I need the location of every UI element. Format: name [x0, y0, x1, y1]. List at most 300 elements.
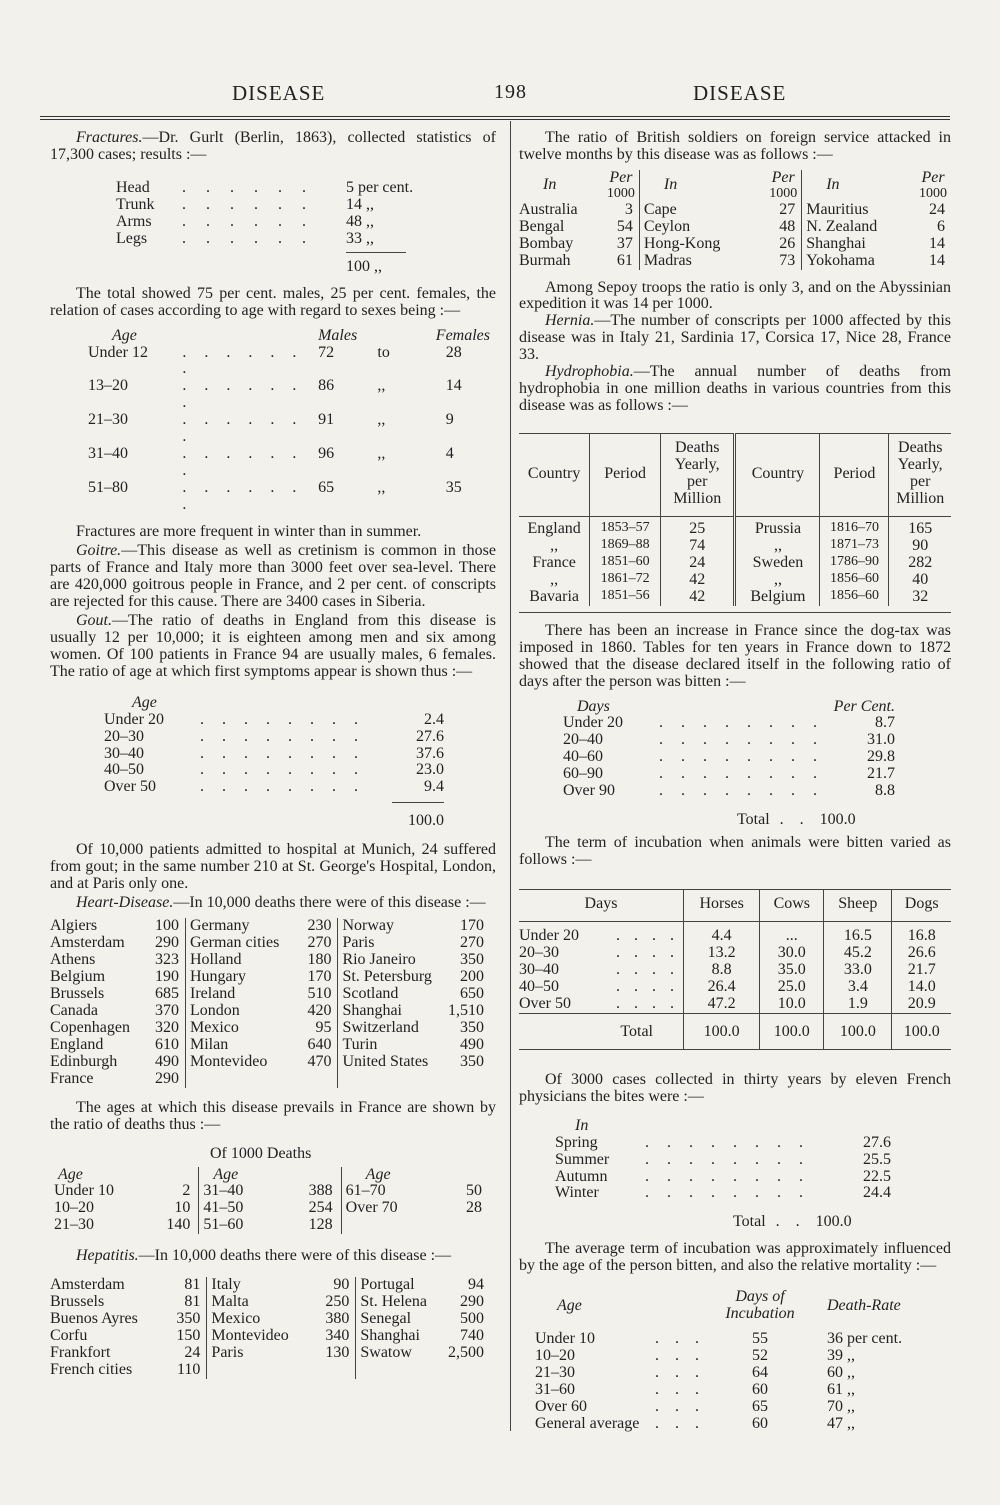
country-cell [186, 1037, 338, 1054]
table-row [50, 1183, 490, 1200]
country-name: Brussels [50, 984, 105, 1002]
soldiers-table [519, 170, 951, 270]
country-value: 190 [155, 967, 179, 985]
leader-dots: . . . . . . . . [645, 1150, 810, 1168]
death-rate: 60 ,, [827, 1364, 855, 1382]
total-value: 100.0 [824, 1013, 892, 1049]
country-cell [519, 219, 639, 236]
leader-dots: . . . . [616, 944, 679, 961]
incubation-value: 35.0 [760, 962, 824, 979]
in-header: In [663, 176, 678, 194]
country-value: 27 [779, 200, 796, 218]
country-value: 130 [325, 1344, 350, 1362]
table-row [50, 1200, 490, 1217]
country-value: 290 [155, 1069, 179, 1087]
table-row [519, 979, 951, 996]
leader-dots: . . . . . . . . [200, 744, 365, 762]
column-header: Cows [760, 890, 824, 922]
country-name: Edinburgh [50, 1052, 118, 1070]
country-cell [802, 253, 951, 270]
ratio-value: 2.4 [424, 710, 444, 728]
country-name: Mexico [211, 1310, 261, 1328]
country-cell [338, 969, 490, 986]
country-value: 510 [307, 984, 332, 1002]
country-value: 350 [460, 1052, 484, 1070]
country-cell [186, 1020, 338, 1037]
goitre-title: Goitre. [76, 542, 122, 560]
leader-dots: . . . . [616, 977, 679, 995]
table-row [555, 1135, 891, 1152]
leader-dots: . . . . . . . . [659, 731, 824, 749]
country-cell [639, 202, 801, 219]
age-cell [535, 1399, 705, 1416]
incubation-value: 20.9 [892, 996, 951, 1013]
country-cell [50, 969, 186, 986]
country-cell [50, 1020, 186, 1037]
country-cell [50, 1328, 207, 1345]
age-cell [535, 1365, 705, 1382]
country-name: ,, [735, 538, 820, 555]
percent-header: Per Cent. [833, 697, 895, 715]
days-cell [519, 962, 684, 979]
country-value: 270 [460, 934, 484, 952]
heart-table [50, 918, 490, 1088]
country-cell [356, 1362, 490, 1379]
per-1000: 1000 [606, 185, 635, 201]
females-value: 9 [445, 411, 454, 429]
incubation-value: 8.8 [684, 962, 760, 979]
males-value: 86 [318, 377, 335, 395]
country-cell [186, 952, 338, 969]
spacer [182, 328, 318, 345]
country-cell [207, 1294, 356, 1311]
leader-dots: . . . . . . . . [659, 765, 824, 783]
country-value: 640 [307, 1035, 332, 1053]
country-name: Yokohama [806, 251, 875, 269]
country-cell [338, 1020, 490, 1037]
age-range: 21–30 [54, 1216, 94, 1234]
age-range: 31–60 [535, 1381, 575, 1399]
country-name: ,, [550, 570, 559, 588]
country-name: Hungary [190, 967, 246, 985]
leader-dots: . . . [655, 1364, 705, 1382]
country-name: Senegal [360, 1310, 412, 1328]
left-column [50, 130, 496, 1379]
incubation-value: 45.2 [824, 945, 892, 962]
age-range: 13–20 [88, 377, 128, 395]
hydrophobia-text: Hydrophobia.—The annual number of deaths from hydrophobia in one million deaths in various countries from this disease was as follows :— [519, 363, 951, 415]
country-value: 94 [468, 1276, 484, 1294]
country-value: 54 [616, 217, 633, 235]
table-row [519, 945, 951, 962]
country-name: Portugal [360, 1276, 415, 1294]
deaths-value: 32 [889, 589, 951, 606]
males-value: 91 [318, 411, 335, 429]
country-cell [186, 1054, 338, 1071]
heart-age-table [50, 1167, 490, 1235]
country-value: 73 [779, 251, 796, 269]
country-cell [50, 1054, 186, 1071]
percent-value: 8.7 [875, 714, 895, 732]
column-header: Days [584, 895, 618, 913]
age-range: 21–30 [535, 1364, 575, 1382]
hydrophobia-text4: Of 3000 cases collected in thirty years by eleven French physicians the bites were :— [519, 1070, 951, 1105]
country-value: 48 [779, 217, 796, 235]
country-cell [356, 1277, 490, 1294]
age-cell [341, 1183, 490, 1200]
females-value: 4 [445, 445, 454, 463]
country-value: 150 [176, 1327, 201, 1345]
age-cell [341, 1200, 490, 1217]
country-name: Prussia [735, 517, 820, 538]
death-value: 128 [308, 1216, 333, 1234]
country-cell [50, 918, 186, 935]
table-row [50, 1345, 490, 1362]
country-value: 350 [460, 951, 484, 969]
table-row [104, 746, 444, 763]
country-value: 110 [177, 1361, 201, 1379]
country-name: German cities [190, 934, 280, 952]
days-cell [519, 945, 684, 962]
country-name: Germany [190, 917, 250, 935]
country-value: 500 [460, 1310, 484, 1328]
deaths-value: 165 [889, 517, 951, 538]
country-cell [50, 1311, 207, 1328]
separator: ,, [377, 445, 386, 463]
ratio-value: 23.0 [416, 761, 444, 779]
country-name: Malta [211, 1293, 249, 1311]
country-name: Montevideo [211, 1327, 289, 1345]
table-row [563, 766, 895, 783]
incubation-days: 52 [752, 1347, 768, 1365]
country-cell [50, 1294, 207, 1311]
age-range: Under 10 [54, 1182, 114, 1200]
country-cell [207, 1311, 356, 1328]
leader-dots: . . . . . . . . [645, 1184, 810, 1202]
death-value: 254 [308, 1199, 333, 1217]
table-row [563, 783, 895, 800]
age-range: 10–20 [535, 1347, 575, 1365]
country-value: 1,510 [448, 1001, 484, 1019]
country-value: 350 [176, 1310, 201, 1328]
age-incubation-table [535, 1289, 935, 1433]
country-value: 200 [460, 967, 484, 985]
hepatitis-text: Hepatitis.—In 10,000 deaths there were of this disease :— [76, 1247, 452, 1265]
period: 1856–60 [820, 589, 889, 606]
country-name: St. Helena [360, 1293, 428, 1311]
country-value: 470 [307, 1052, 332, 1070]
table-row [519, 517, 951, 538]
country-cell [50, 1362, 207, 1379]
age-range: 61–70 [345, 1182, 386, 1200]
hepatitis-title: Hepatitis. [76, 1247, 139, 1265]
gout-age-head: Age [132, 693, 157, 711]
gout-table [104, 712, 444, 797]
table-row [50, 1294, 490, 1311]
table-row [50, 345, 490, 379]
days-range: 40–60 [563, 748, 603, 766]
column-header: Country [735, 434, 820, 517]
country-value: 370 [155, 1001, 179, 1019]
country-value: 14 [929, 234, 945, 252]
leader-dots: . . . . . . . [182, 445, 304, 480]
death-rate: 47 ,, [827, 1414, 855, 1432]
country-cell [338, 935, 490, 952]
females-value: 35 [445, 479, 462, 497]
table-row [519, 589, 951, 606]
country-name: Belgium [50, 967, 106, 985]
table-row [555, 1169, 891, 1186]
incubation-value: 26.4 [684, 979, 760, 996]
fracture-value: 33 ,, [346, 229, 374, 247]
period: 1856–60 [820, 572, 889, 589]
table-row [104, 779, 444, 796]
table-row [50, 1311, 490, 1328]
death-value: 2 [182, 1182, 191, 1200]
age-range: 30–40 [104, 744, 144, 762]
table-row [563, 749, 895, 766]
table-header [50, 328, 490, 345]
days-cell [519, 979, 684, 996]
deaths-value: 40 [889, 572, 951, 589]
table-row [50, 480, 490, 514]
country-value: 230 [307, 917, 332, 935]
ratio-value: 27.6 [416, 727, 444, 745]
country-name: Swatow [360, 1344, 412, 1362]
age-range: 20–30 [104, 727, 144, 745]
leader-dots: . . . [655, 1414, 705, 1432]
country-name: Buenos Ayres [50, 1310, 138, 1328]
column-header: Deaths Yearly, per Million [889, 434, 951, 517]
incubation-days: 60 [752, 1414, 768, 1432]
deaths-value: 42 [660, 572, 735, 589]
table-row [519, 236, 951, 253]
death-value: 10 [174, 1199, 191, 1217]
age-cell [341, 1217, 490, 1234]
percent-value: 8.8 [875, 782, 895, 800]
country-name: Canada [50, 1001, 98, 1019]
country-cell [186, 1003, 338, 1020]
season-value: 24.4 [863, 1184, 891, 1202]
leader-dots: . . . . . . [182, 229, 314, 247]
country-cell [338, 952, 490, 969]
country-cell [519, 202, 639, 219]
country-cell [207, 1277, 356, 1294]
age-cell [535, 1416, 705, 1433]
country-name: Holland [190, 951, 242, 969]
table-row [116, 180, 413, 197]
spacer-row [519, 606, 951, 613]
column-divider [510, 121, 511, 1431]
country-name: Paris [342, 934, 375, 952]
incubation-value: 21.7 [892, 962, 951, 979]
age-header: Age [112, 326, 137, 344]
table-row [519, 202, 951, 219]
incubation-table [519, 889, 951, 1050]
days-header: Days [577, 697, 610, 715]
total-value: 100.0 [760, 1013, 824, 1049]
period: 1869–88 [590, 538, 661, 555]
ratio-value: 37.6 [416, 744, 444, 762]
country-name: Amsterdam [50, 934, 125, 952]
header-right: DISEASE [693, 81, 787, 105]
separator: ,, [377, 411, 386, 429]
table-row [519, 962, 951, 979]
age-range: Over 60 [535, 1398, 587, 1416]
days-cell [519, 996, 684, 1013]
country-name: St. Petersburg [342, 967, 432, 985]
per-label: Per [921, 168, 945, 186]
incubation-value: 4.4 [684, 922, 760, 945]
season-name: Autumn [555, 1167, 608, 1185]
column-header: Horses [684, 890, 760, 922]
country-cell [338, 986, 490, 1003]
per-label: Per [609, 168, 633, 186]
leader-dots: . . . . [616, 960, 679, 978]
country-cell [338, 1071, 490, 1088]
table-row [116, 231, 413, 248]
death-rate: 36 per cent. [827, 1330, 903, 1348]
age-cell [199, 1217, 341, 1234]
country-name: Copenhagen [50, 1018, 130, 1036]
country-name: ,, [735, 572, 820, 589]
leader-dots: . . . . . . . [182, 411, 304, 446]
table-row [50, 1217, 490, 1234]
total-label: Total [519, 1013, 684, 1049]
days-range: 60–90 [563, 765, 603, 783]
country-name: Brussels [50, 1293, 105, 1311]
table-row [535, 1323, 935, 1348]
hydrophobia-text2: There has been an increase in France since the dog-tax was imposed in 1860. Tables for ten years in France down to 1872 showed that the disease declared itself in the following ratio of days after the person was bitten :— [519, 621, 951, 690]
season-table [555, 1135, 891, 1203]
gout-text2: Of 10,000 patients admitted to hospital at Munich, 24 suffered from gout; in the same number 210 at St. George's Hospital, London, and at Paris only one. [50, 841, 496, 893]
leader-dots: . . . . . . . . [645, 1167, 810, 1185]
country-value: 24 [929, 200, 945, 218]
column-header: Dogs [892, 890, 951, 922]
per-label: Per [771, 168, 795, 186]
table-row [50, 1277, 490, 1294]
incubation-days: 60 [752, 1381, 768, 1399]
period: 1851–56 [590, 589, 661, 606]
age-header: Age [58, 1165, 83, 1183]
fracture-value: 14 ,, [346, 195, 374, 213]
per-1000: 1000 [919, 185, 947, 201]
heart-text2: The ages at which this disease prevails in France are shown by the ratio of deaths thus :— [50, 1098, 496, 1133]
leader-dots: . . . . [616, 927, 679, 945]
separator: to [377, 343, 390, 361]
spacer [659, 699, 831, 716]
age-range: 10–20 [54, 1199, 94, 1217]
total-value: 100.0 [892, 1013, 951, 1049]
deaths-value: 74 [660, 538, 735, 555]
table-row [104, 729, 444, 746]
country-cell [356, 1294, 490, 1311]
table-header [519, 434, 951, 517]
soldiers-text2: Among Sepoy troops the ratio is only 3, and on the Abyssinian expedition it was 14 per 1000. [519, 278, 951, 313]
fractures-table [116, 180, 413, 248]
country-name: Montevideo [190, 1052, 268, 1070]
incubation-days: 64 [752, 1364, 768, 1382]
incubation-header: Days of Incubation [725, 1288, 795, 1323]
leader-dots: . . . [655, 1330, 705, 1348]
country-value: 420 [307, 1001, 332, 1019]
country-value: 2,500 [448, 1344, 484, 1362]
percent-value: 21.7 [867, 765, 895, 783]
table-row [50, 1054, 490, 1071]
country-cell [186, 969, 338, 986]
hydrophobia-country-table [519, 433, 951, 613]
country-cell [639, 253, 801, 270]
table-row [563, 732, 895, 749]
country-value: 81 [184, 1293, 201, 1311]
country-name: French cities [50, 1361, 133, 1379]
country-cell [639, 219, 801, 236]
country-cell [802, 236, 951, 253]
leader-dots: . . . . . . . . [200, 778, 365, 796]
leader-dots: . . . . . . . . [200, 761, 365, 779]
country-name: Hong-Kong [643, 234, 721, 252]
country-value: 380 [325, 1310, 350, 1328]
country-name: N. Zealand [806, 217, 878, 235]
death-rate: 70 ,, [827, 1398, 855, 1416]
country-name: Norway [342, 917, 394, 935]
country-name: United States [342, 1052, 429, 1070]
country-value: 250 [325, 1293, 350, 1311]
in-header: In [826, 176, 840, 194]
fracture-value: 5 per cent. [346, 178, 414, 196]
age-range: Over 70 [345, 1199, 398, 1217]
country-value: 3 [624, 200, 633, 218]
country-name: Algiers [50, 917, 98, 935]
country-cell [519, 236, 639, 253]
country-cell [50, 1345, 207, 1362]
age-range: Over 50 [104, 778, 156, 796]
season-head: In [575, 1116, 589, 1134]
fracture-part: Head [116, 178, 150, 196]
country-name: France [532, 553, 576, 571]
country-name: Bengal [519, 217, 565, 235]
leader-dots: . . . [655, 1347, 705, 1365]
country-cell [338, 1054, 490, 1071]
leader-dots: . . . . . . . . [659, 748, 824, 766]
country-name: Athens [50, 951, 96, 969]
percent-value: 29.8 [867, 748, 895, 766]
days-range: 20–30 [519, 944, 559, 961]
country-name: Sweden [735, 555, 820, 572]
table-row [519, 572, 951, 589]
age-cell [199, 1183, 341, 1200]
country-cell [186, 935, 338, 952]
period: 1853–57 [590, 517, 661, 538]
table-header [563, 699, 895, 716]
country-name: England [50, 1035, 104, 1053]
country-name: Paris [211, 1344, 244, 1362]
table-row [50, 952, 490, 969]
country-cell [356, 1328, 490, 1345]
table-header [50, 1167, 490, 1184]
days-range: 20–40 [563, 731, 603, 749]
country-name: Cape [643, 200, 677, 218]
death-rate-header: Death-Rate [827, 1296, 901, 1314]
period: 1861–72 [590, 572, 661, 589]
country-value: 26 [779, 234, 796, 252]
incubation-days: 55 [752, 1330, 768, 1348]
country-cell [356, 1311, 490, 1328]
age-range: 21–30 [88, 411, 128, 429]
ratio-value: 9.4 [424, 778, 444, 796]
age-cell [50, 1217, 199, 1234]
death-value: 140 [166, 1216, 191, 1234]
